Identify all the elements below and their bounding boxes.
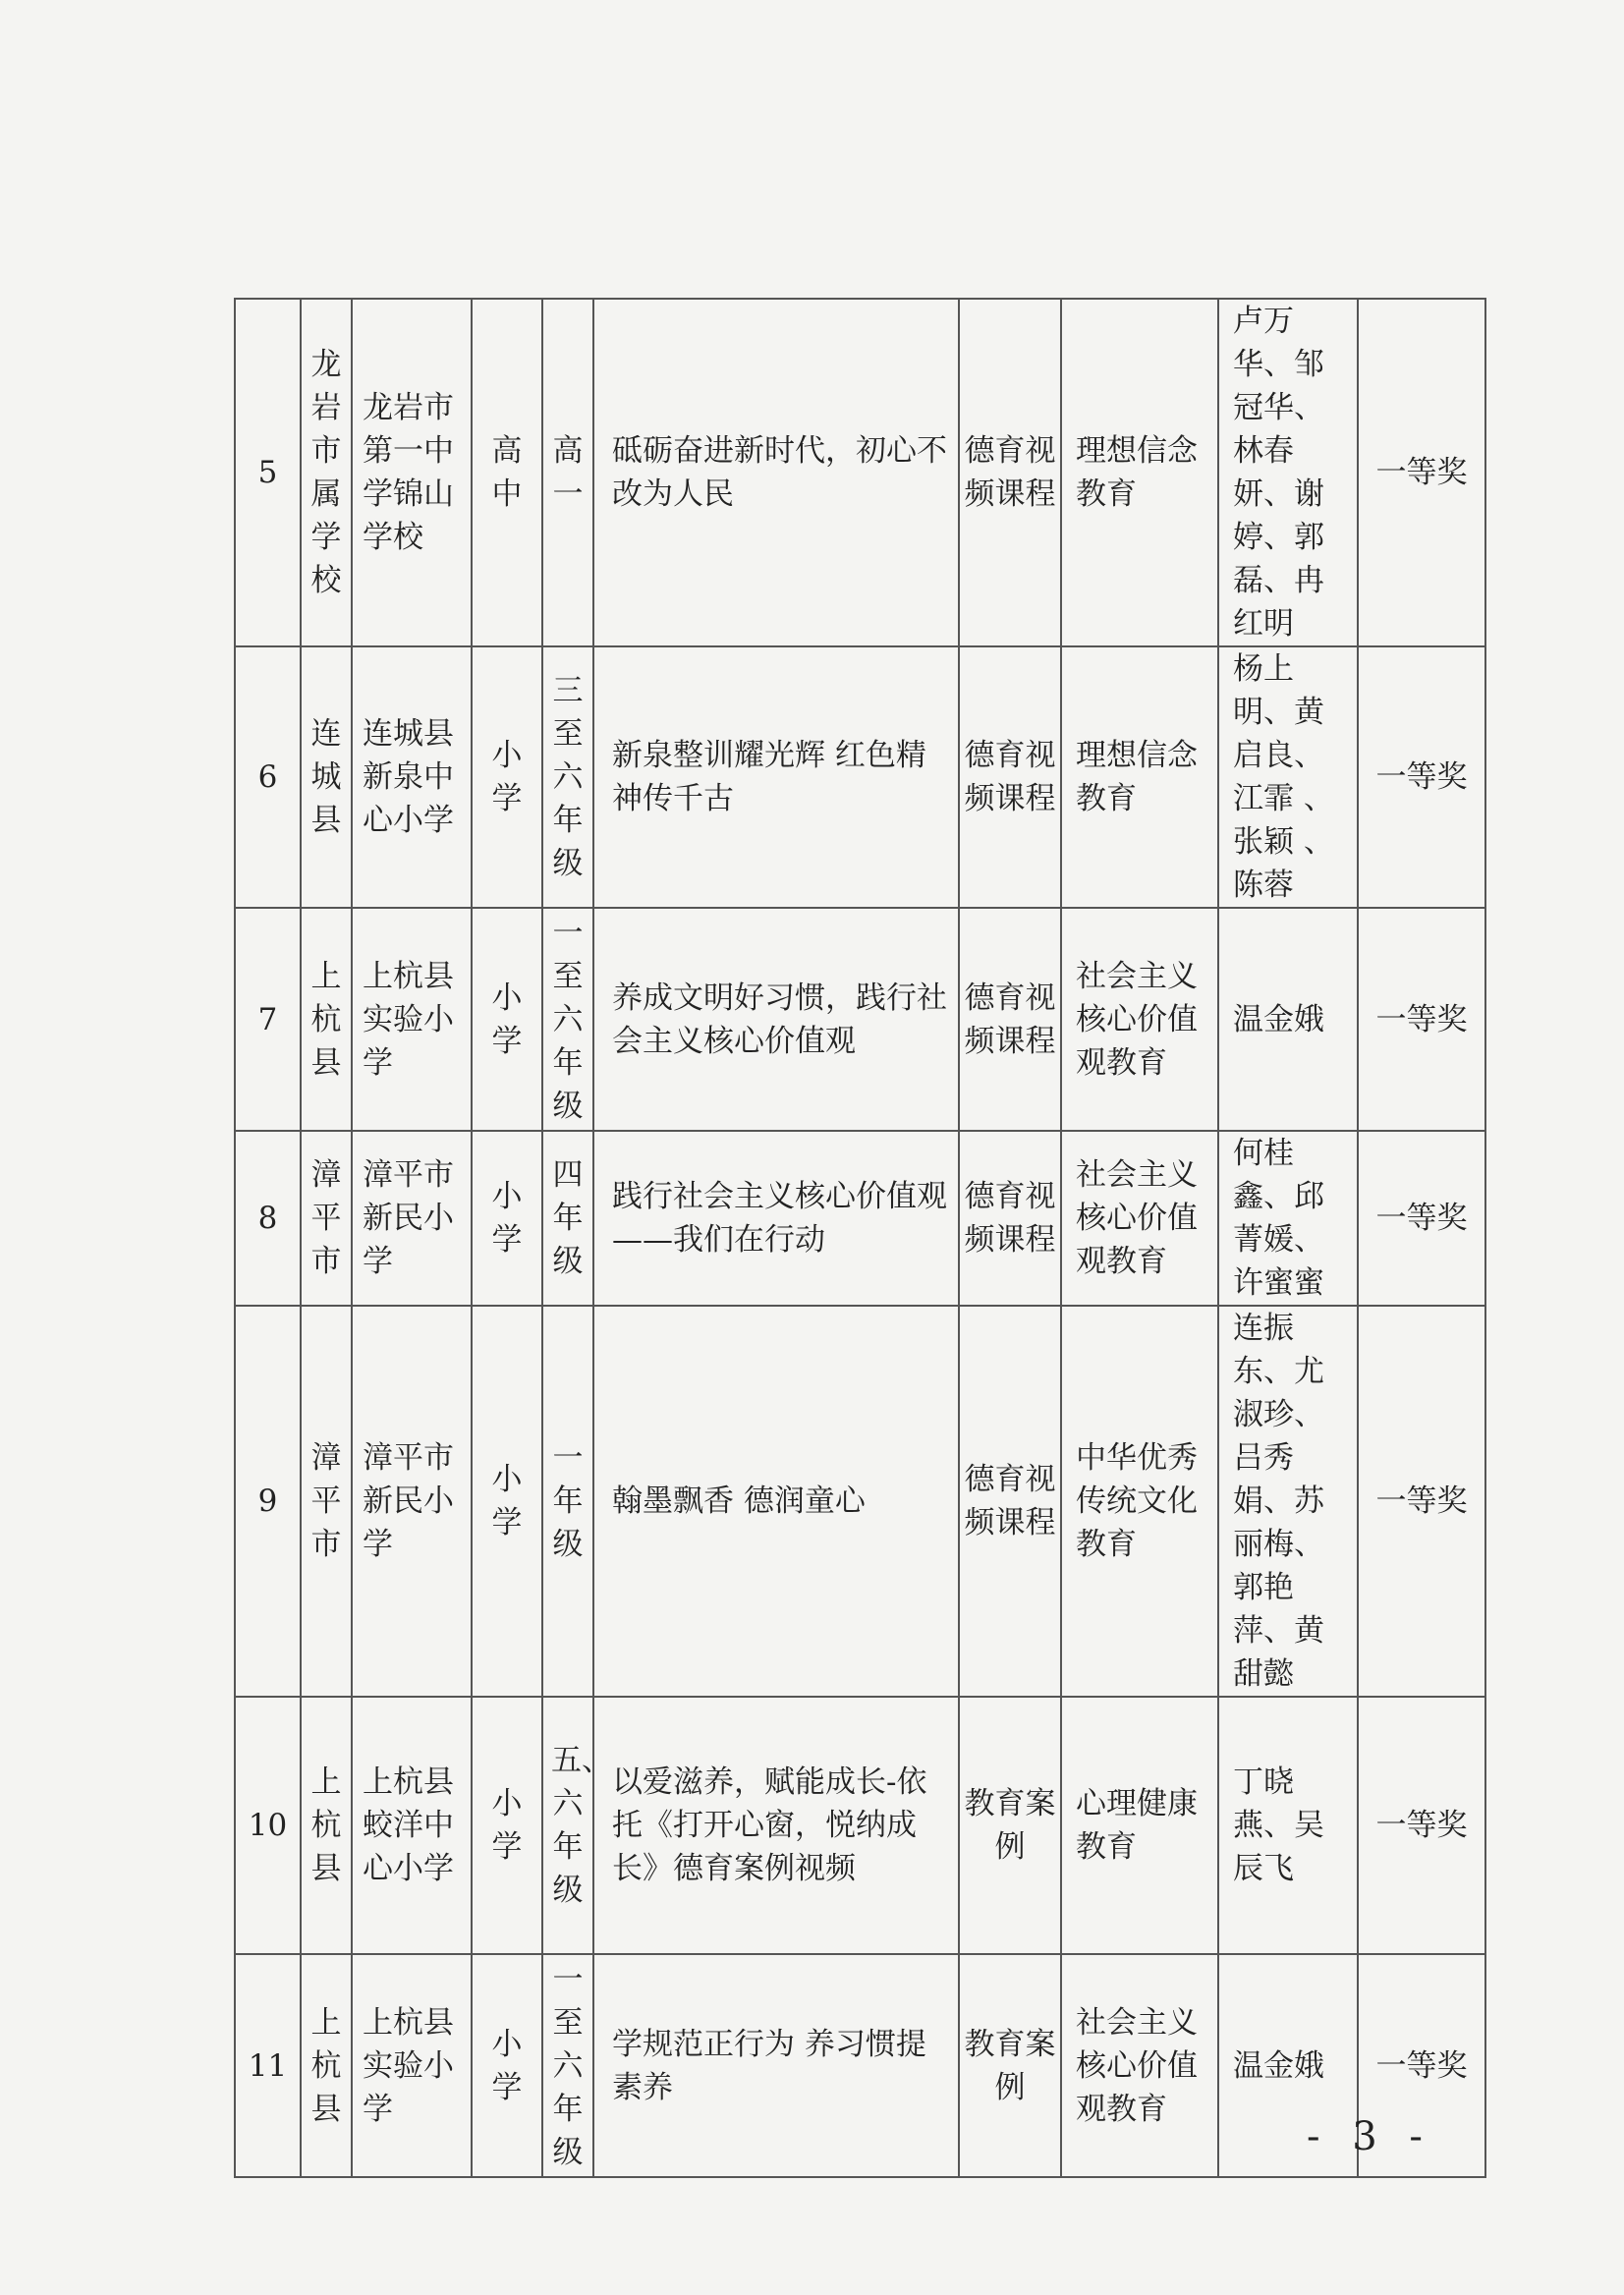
cell-school bbox=[352, 1697, 472, 1954]
authors-text: 温金娥 bbox=[1233, 2047, 1324, 2084]
theme-text: 社会主义核心价值观教育 bbox=[1076, 2004, 1198, 2127]
cell-authors bbox=[1218, 299, 1358, 646]
grade-text: 一至六年级 bbox=[552, 915, 584, 1124]
cell-authors bbox=[1218, 908, 1358, 1131]
theme-text: 社会主义核心价值观教育 bbox=[1076, 1157, 1198, 1279]
cell-type bbox=[959, 1954, 1061, 2177]
type-text: 教育案例 bbox=[964, 2026, 1056, 2105]
table-row bbox=[235, 299, 1485, 646]
region-text: 连城县 bbox=[310, 716, 342, 838]
cell-title bbox=[593, 1697, 959, 1954]
region-text: 漳平市 bbox=[310, 1157, 342, 1279]
cell-title bbox=[593, 1954, 959, 2177]
grade-text: 一年级 bbox=[552, 1440, 584, 1562]
authors-text: 卢万华、邹冠华、林春妍、谢婷、郭磊、冉红明 bbox=[1233, 304, 1324, 642]
region-text: 龙岩市属学校 bbox=[310, 347, 342, 598]
cell-region bbox=[301, 646, 352, 908]
title-text: 砥砺奋进新时代，初心不改为人民 bbox=[612, 433, 947, 512]
cell-grade bbox=[542, 646, 593, 908]
no-text: 7 bbox=[257, 1001, 278, 1037]
no-text: 8 bbox=[257, 1201, 278, 1236]
stage-text: 小学 bbox=[491, 1179, 523, 1258]
cell-no bbox=[235, 1131, 301, 1306]
table-row bbox=[235, 646, 1485, 908]
type-text: 德育视频课程 bbox=[964, 738, 1056, 816]
cell-title bbox=[593, 1306, 959, 1697]
cell-school bbox=[352, 299, 472, 646]
grade-text: 高一 bbox=[552, 433, 584, 512]
cell-school bbox=[352, 1131, 472, 1306]
stage-text: 小学 bbox=[491, 980, 523, 1059]
title-text: 以爱滋养，赋能成长-依托《打开心窗，悦纳成长》德育案例视频 bbox=[612, 1764, 927, 1886]
cell-type bbox=[959, 646, 1061, 908]
school-text: 漳平市新民小学 bbox=[363, 1440, 454, 1562]
cell-no bbox=[235, 1954, 301, 2177]
no-text: 6 bbox=[257, 759, 278, 795]
cell-no bbox=[235, 299, 301, 646]
cell-award bbox=[1358, 646, 1485, 908]
title-text: 学规范正行为 养习惯提素养 bbox=[612, 2026, 926, 2105]
grade-text: 五、六年级 bbox=[550, 1743, 612, 1908]
school-text: 上杭县蛟洋中心小学 bbox=[363, 1764, 454, 1886]
cell-theme bbox=[1061, 1131, 1218, 1306]
cell-school bbox=[352, 1954, 472, 2177]
cell-stage bbox=[472, 299, 542, 646]
cell-award bbox=[1358, 1306, 1485, 1697]
cell-grade bbox=[542, 1954, 593, 2177]
cell-theme bbox=[1061, 299, 1218, 646]
cell-stage bbox=[472, 646, 542, 908]
grade-text: 三至六年级 bbox=[552, 673, 584, 881]
theme-text: 心理健康教育 bbox=[1076, 1786, 1198, 1865]
table-row bbox=[235, 1697, 1485, 1954]
cell-title bbox=[593, 299, 959, 646]
cell-theme bbox=[1061, 1954, 1218, 2177]
cell-region bbox=[301, 1306, 352, 1697]
theme-text: 社会主义核心价值观教育 bbox=[1076, 958, 1198, 1081]
school-text: 上杭县实验小学 bbox=[363, 2004, 454, 2127]
school-text: 漳平市新民小学 bbox=[363, 1157, 454, 1279]
cell-region bbox=[301, 908, 352, 1131]
authors-text: 温金娥 bbox=[1233, 1001, 1324, 1037]
award-text: 一等奖 bbox=[1375, 2047, 1468, 2084]
award-text: 一等奖 bbox=[1375, 759, 1468, 795]
cell-region bbox=[301, 1697, 352, 1954]
cell-grade bbox=[542, 1697, 612, 1954]
authors-text: 杨上明、黄启良、江霏 、张颖 、陈蓉 bbox=[1233, 651, 1334, 903]
school-text: 上杭县实验小学 bbox=[363, 958, 454, 1081]
no-text: 5 bbox=[257, 455, 278, 490]
title-text: 新泉整训耀光辉 红色精神传千古 bbox=[612, 738, 926, 816]
cell-award bbox=[1358, 299, 1485, 646]
cell-grade bbox=[542, 1131, 593, 1306]
cell-award bbox=[1358, 1131, 1485, 1306]
award-text: 一等奖 bbox=[1375, 1001, 1468, 1037]
cell-grade bbox=[542, 1306, 593, 1697]
cell-no bbox=[235, 1697, 301, 1954]
title-text: 践行社会主义核心价值观——我们在行动 bbox=[612, 1179, 947, 1258]
award-table bbox=[234, 298, 1486, 2178]
grade-text: 一至六年级 bbox=[552, 1961, 584, 2170]
region-text: 上杭县 bbox=[310, 1764, 342, 1886]
cell-region bbox=[301, 1131, 352, 1306]
award-text: 一等奖 bbox=[1375, 1201, 1468, 1236]
no-text: 9 bbox=[257, 1483, 278, 1519]
cell-authors bbox=[1218, 1306, 1358, 1697]
cell-theme bbox=[1061, 1697, 1218, 1954]
cell-region bbox=[301, 1954, 352, 2177]
cell-stage bbox=[472, 1306, 542, 1697]
cell-theme bbox=[1061, 646, 1218, 908]
table-row bbox=[235, 1954, 1485, 2177]
cell-grade bbox=[542, 908, 593, 1131]
cell-stage bbox=[472, 908, 542, 1131]
cell-theme bbox=[1061, 908, 1218, 1131]
cell-authors bbox=[1218, 646, 1358, 908]
type-text: 德育视频课程 bbox=[964, 980, 1056, 1059]
grade-text: 四年级 bbox=[552, 1157, 584, 1279]
type-text: 德育视频课程 bbox=[964, 1179, 1056, 1258]
cell-region bbox=[301, 299, 352, 646]
region-text: 上杭县 bbox=[310, 2004, 342, 2127]
authors-text: 连振东、尤淑珍、吕秀娟、苏丽梅、郭艳萍、黄甜懿 bbox=[1233, 1311, 1324, 1692]
cell-type bbox=[959, 908, 1061, 1131]
award-text: 一等奖 bbox=[1375, 1808, 1468, 1843]
cell-type bbox=[959, 1306, 1061, 1697]
award-text: 一等奖 bbox=[1375, 455, 1468, 490]
cell-school bbox=[352, 1306, 472, 1697]
type-text: 德育视频课程 bbox=[964, 433, 1056, 512]
award-text: 一等奖 bbox=[1375, 1483, 1468, 1519]
cell-school bbox=[352, 646, 472, 908]
cell-stage bbox=[472, 1131, 542, 1306]
cell-stage bbox=[472, 1954, 542, 2177]
cell-no bbox=[235, 1306, 301, 1697]
cell-title bbox=[593, 1131, 959, 1306]
cell-no bbox=[235, 646, 301, 908]
title-text: 翰墨飘香 德润童心 bbox=[612, 1483, 866, 1519]
cell-no bbox=[235, 908, 301, 1131]
stage-text: 小学 bbox=[491, 1462, 523, 1540]
cell-title bbox=[593, 908, 959, 1131]
theme-text: 中华优秀传统文化教育 bbox=[1076, 1440, 1198, 1562]
theme-text: 理想信念教育 bbox=[1076, 738, 1198, 816]
school-text: 龙岩市第一中学锦山学校 bbox=[363, 390, 454, 555]
type-text: 教育案例 bbox=[964, 1786, 1056, 1865]
cell-title bbox=[593, 646, 959, 908]
table-row bbox=[235, 908, 1485, 1131]
table-row bbox=[235, 1131, 1485, 1306]
cell-theme bbox=[1061, 1306, 1218, 1697]
stage-text: 小学 bbox=[491, 738, 523, 816]
title-text: 养成文明好习惯，践行社会主义核心价值观 bbox=[612, 980, 947, 1059]
region-text: 漳平市 bbox=[310, 1440, 342, 1562]
cell-award bbox=[1358, 1697, 1485, 1954]
stage-text: 高中 bbox=[491, 433, 523, 512]
region-text: 上杭县 bbox=[310, 958, 342, 1081]
cell-grade bbox=[542, 299, 593, 646]
cell-type bbox=[959, 299, 1061, 646]
theme-text: 理想信念教育 bbox=[1076, 433, 1198, 512]
cell-type bbox=[959, 1131, 1061, 1306]
cell-award bbox=[1358, 908, 1485, 1131]
school-text: 连城县新泉中心小学 bbox=[363, 716, 454, 838]
no-text: 10 bbox=[248, 1808, 288, 1843]
cell-authors bbox=[1218, 1131, 1358, 1306]
cell-stage bbox=[472, 1697, 542, 1954]
cell-authors bbox=[1218, 1697, 1358, 1954]
type-text: 德育视频课程 bbox=[964, 1462, 1056, 1540]
no-text: 11 bbox=[248, 2047, 288, 2084]
authors-text: 何桂鑫、邱菁媛、许蜜蜜 bbox=[1233, 1136, 1324, 1301]
stage-text: 小学 bbox=[491, 1786, 523, 1865]
stage-text: 小学 bbox=[491, 2026, 523, 2105]
page-number: - 3 - bbox=[1307, 2114, 1432, 2159]
table-row bbox=[235, 1306, 1485, 1697]
authors-text: 丁晓燕、吴辰飞 bbox=[1233, 1764, 1324, 1886]
cell-type bbox=[959, 1697, 1061, 1954]
cell-school bbox=[352, 908, 472, 1131]
